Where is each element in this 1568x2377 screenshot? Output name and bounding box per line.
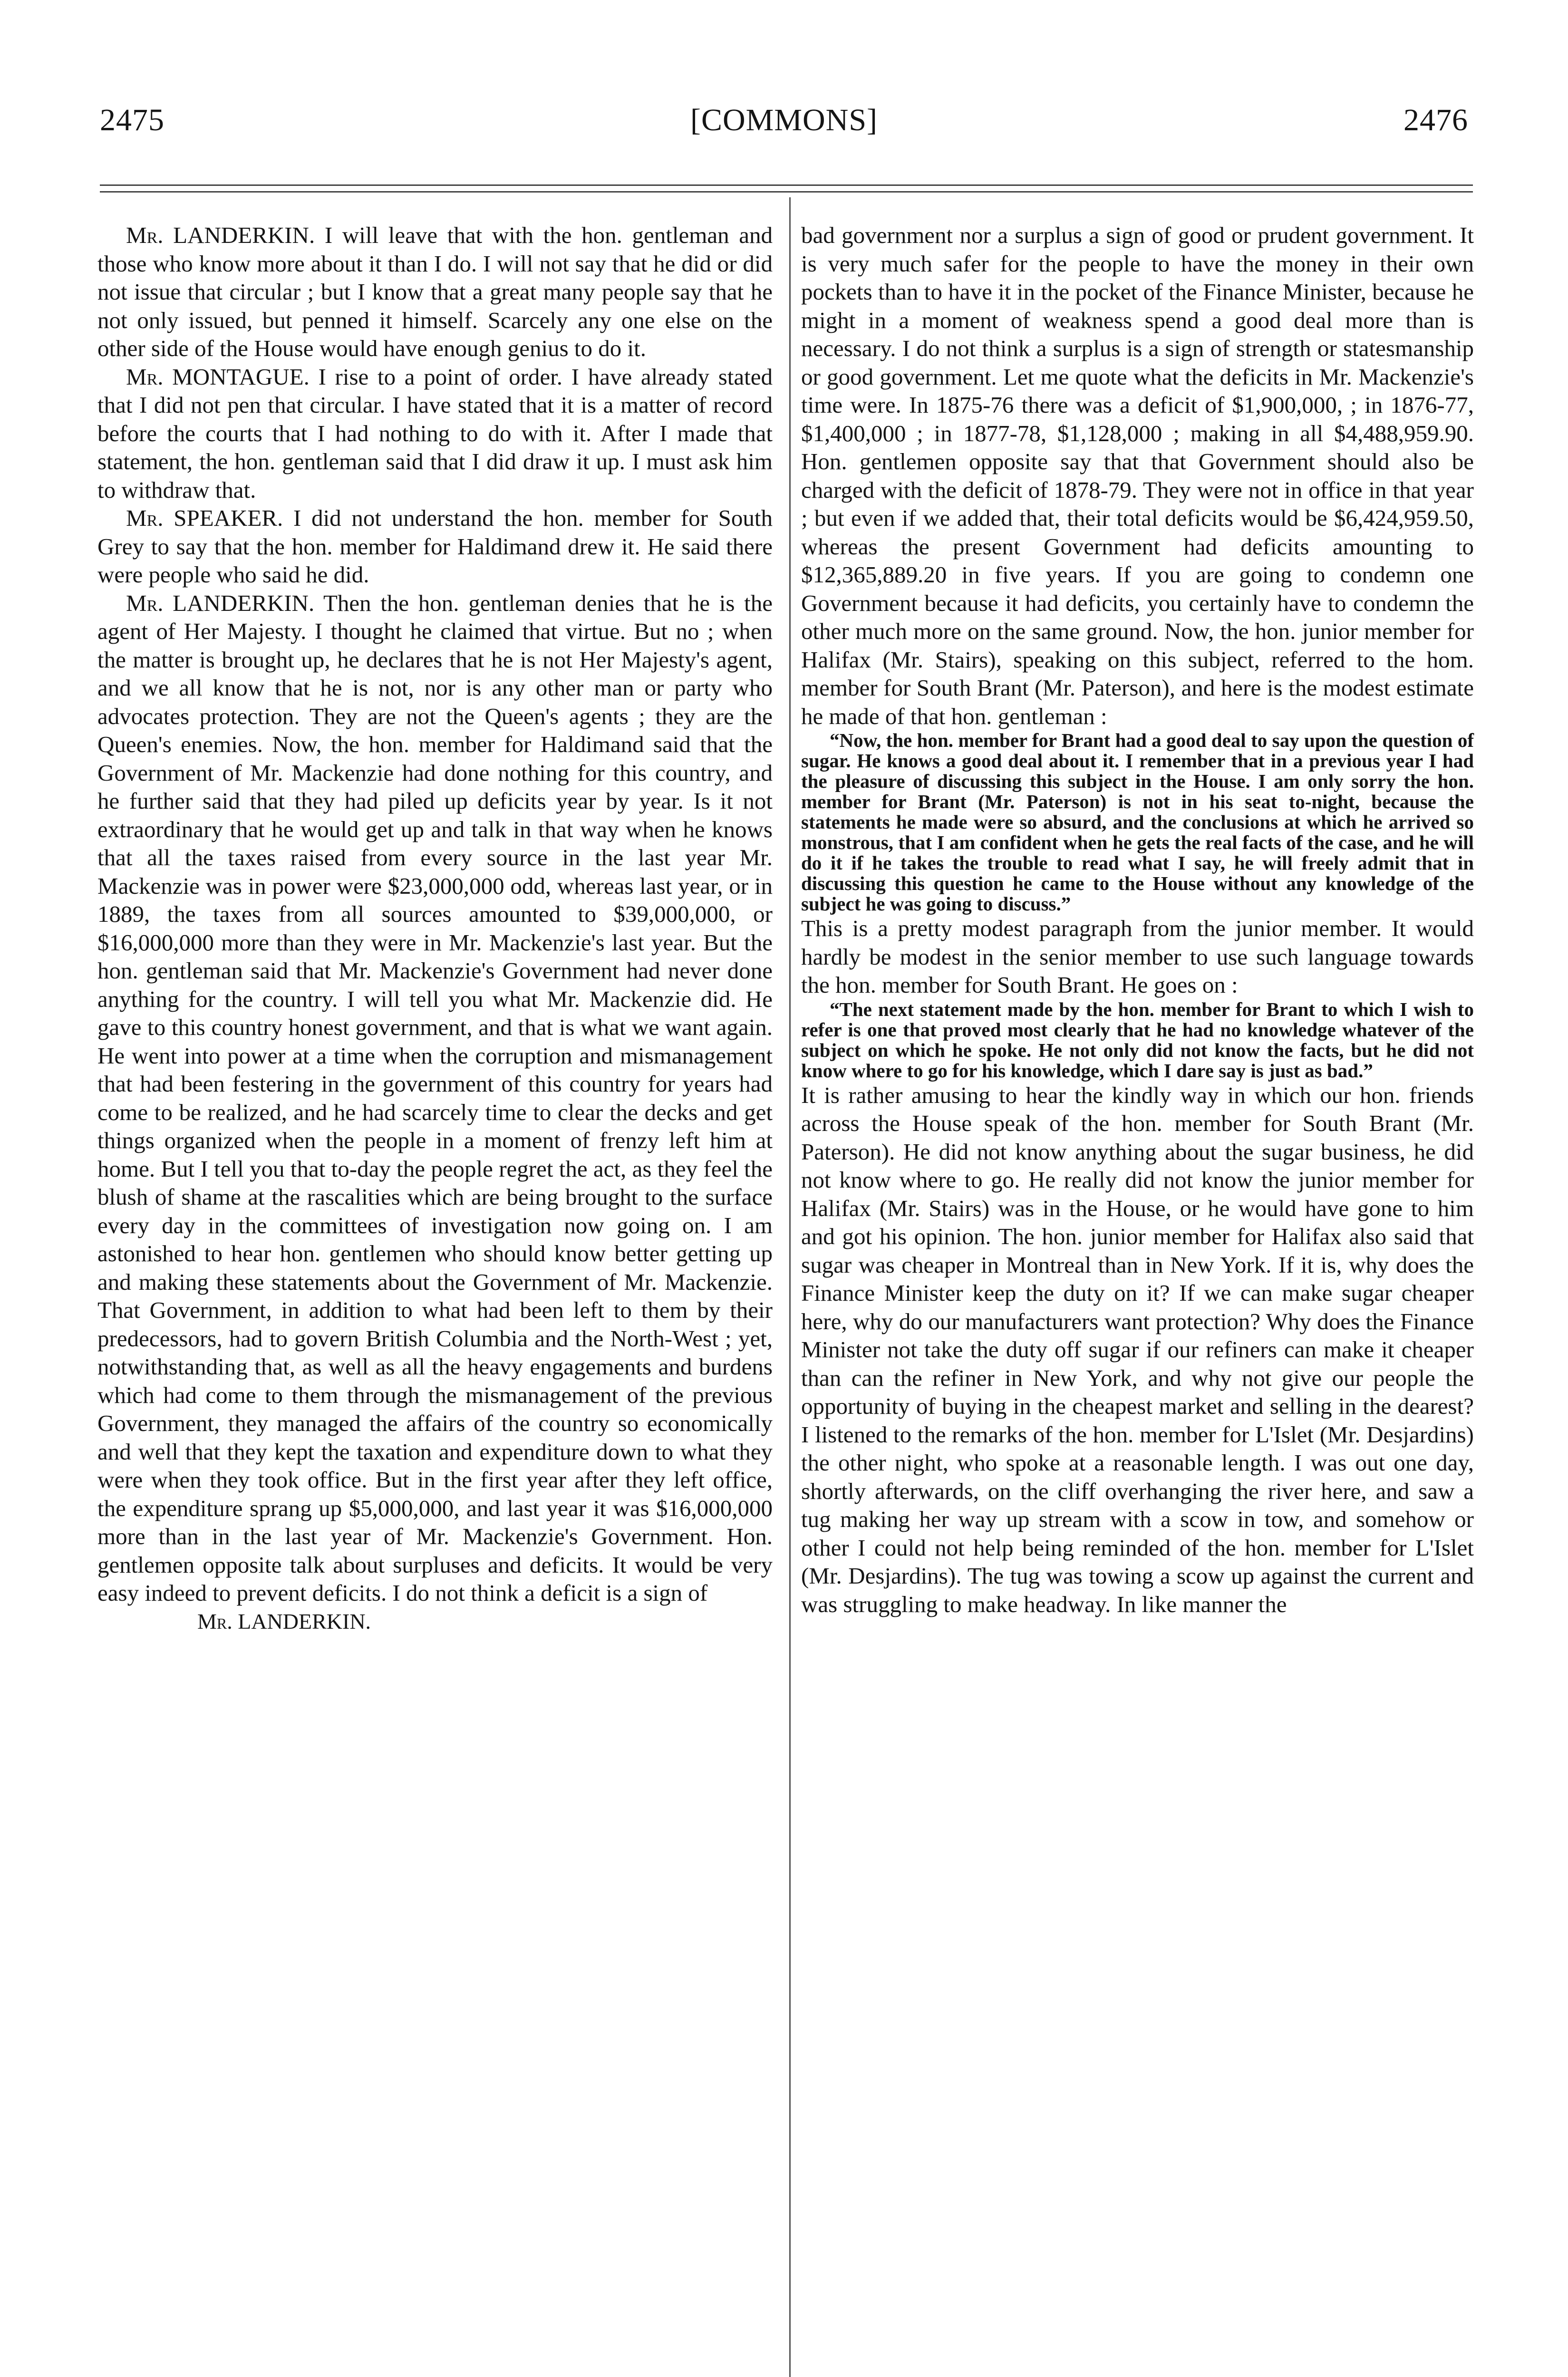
catchword: Mr. LANDERKIN. [197, 1609, 371, 1633]
column-divider [789, 197, 791, 2377]
paragraph-speaker [97, 504, 773, 589]
page-number-left: 2475 [100, 103, 165, 137]
paragraph-text: Then the hon. gentleman denies that he is the agent of Her Majesty. I thought he claimed that virtue. But no ; when the matter is brought up, he declares that he is not Her Majesty's agent, and we all know that he is not, nor is any other man or party who advocates protection. They are not the Queen's agents ; they are the Queen's enemies. Now, the hon. member for Haldimand said that the Government of Mr. Mackenzie had done nothing for this country, and he further said that they had piled up deficits year by year. Is it not extraordinary that he would get up and talk in that way when he knows that all the taxes raised from every source in the last year Mr. Mackenzie was in power were $23,000,000 odd, whereas last year, or in 1889, the taxes from all sources amounted to $39,000,000, or $16,000,000 more than they were in Mr. Mackenzie's last year. But the hon. gentleman said that Mr. Mackenzie's Government had never done anything for the country. I will tell you what Mr. Mackenzie did. He gave to this country honest government, and that is what we want again. He went into power at a time when the corruption and mismanagement that had been festering in the government of this country for years had come to be realized, and he had scarcely time to clear the decks and get things organized when the people in a moment of frenzy left him at home. But I tell you that to-day the people regret the act, as they feel the blush of shame at the rascalities which are being brought to the surface every day in the committees of investigation now going on. I am astonished to hear hon. gentlemen who should know better getting up and making these statements about the Government of Mr. Mackenzie. That Government, in addition to what had been left to them by their predecessors, had to govern British Columbia and the North-West ; yet, notwithstanding that, as well as all the heavy engagements and burdens which had come to them through the mismanagement of the previous Government, they managed the affairs of the country so economically and well that they kept the taxation and expenditure down to what they were when they took office. But in the first year after they left office, the expenditure sprang up $5,000,000, and last year it was $16,000,000 more than in the last year of Mr. Mackenzie's Government. Hon. gentlemen opposite talk about surpluses and deficits. It would be very easy indeed to prevent deficits. I do not think a deficit is a sign of [97, 589, 773, 1606]
speaker-name: Mr. LANDERKIN. [126, 222, 315, 248]
paragraph-text: I rise to a point of order. I have already stated that I did not pen that circular. I have stated that it is a matter of record before the courts that I had nothing to do with it. After I made that statement, the hon. gentleman said that I did draw it up. I must ask him to withdraw that. [97, 363, 773, 503]
left-column [97, 221, 773, 1635]
paragraph-text: I did not understand the hon. member for South Grey to say that the hon. member for Haldimand drew it. He said there were people who said he did. [97, 505, 773, 588]
paragraph-landerkin-1 [97, 221, 773, 363]
paragraph-sugar: It is rather amusing to hear the kindly way in which our hon. friends across the House speak of the hon. member for South Brant (Mr. Paterson). He did not know anything about the sugar business, he did not know where to go. He really did not know the junior member for Halifax (Mr. Stairs) was in the House, or he would have gone to him and got his opinion. The hon. junior member for Halifax also said that sugar was cheaper in Montreal than in New York. If it is, why does the Finance Minister keep the duty on it? If we can make sugar cheaper here, why do our manufacturers want protection? Why does the Finance Minister not take the duty off sugar if our refiners can make it cheaper than can the refiner in New York, and why not give our people the opportunity of buying in the cheapest market and selling in the dearest? I listened to the remarks of the hon. member for L'Islet (Mr. Desjardins) the other night, who spoke at a reasonable length. I was out one day, shortly afterwards, on the cliff overhanging the river here, and saw a tug making her way up stream with a scow in tow, and somehow or other I could not help being reminded of the hon. member for L'Islet (Mr. Desjardins). The tug was towing a scow up against the current and was struggling to make headway. In like manner the [801, 1082, 1474, 1617]
speaker-name: Mr. MONTAGUE. [126, 363, 310, 390]
block-quote-1: “Now, the hon. member for Brant had a good deal to say upon the question of sugar. He knows a good deal about it. I remember that in a previous year I had the pleasure of discussing this subject in the House. I am only sorry the hon. member for Brant (Mr. Paterson) is not in his seat to-night, because the statements he made were so absurd, and the conclusions at which he arrived so monstrous, that I am confident when he gets the real facts of the case, and he will do it if he takes the trouble to read what I say, he will freely admit that in discussing this question he came to the House without any knowledge of the subject he was going to discuss.” [801, 729, 1474, 915]
header-rule-top [100, 184, 1473, 186]
header-rule-bottom [100, 191, 1473, 193]
page-number-right: 2476 [1403, 103, 1468, 137]
paragraph-montague [97, 363, 773, 504]
page-header [100, 102, 1468, 155]
speaker-name: Mr. LANDERKIN. [126, 589, 315, 616]
speaker-name: Mr. SPEAKER. [126, 505, 283, 531]
paragraph-text: I will leave that with the hon. gentleman and those who know more about it than I do. I will not say that he did or did not issue that circular ; but I know that a great many people say that he not only issued, but penned it himself. Scarcely any one else on the other side of the House would have enough genius to do it. [97, 222, 773, 361]
right-column [801, 221, 1474, 1618]
paragraph-modest: This is a pretty modest paragraph from the junior member. It would hardly be modest in the senior member to use such language towards the hon. member for South Brant. He goes on : [801, 915, 1474, 998]
paragraph-continued: bad government nor a surplus a sign of good or prudent government. It is very much safer for the people to have the money in their own pockets than to have it in the pocket of the Finance Minister, because he might in a moment of weakness spend a good deal more than is necessary. I do not think a surplus is a sign of strength or statesmanship or good government. Let me quote what the deficits in Mr. Mackenzie's time were. In 1875-76 there was a deficit of $1,900,000, ; in 1876-77, $1,400,000 ; in 1877-78, $1,128,000 ; making in all $4,488,959.90. Hon. gentlemen opposite say that that Government should also be charged with the deficit of 1878-79. They were not in office in that year ; but even if we added that, their total deficits would be $6,424,959.50, whereas the present Government had deficits amounting to $12,365,889.20 in five years. If you are going to condemn one Government because it had deficits, you certainly have to condemn the other much more on the same ground. Now, the hon. junior member for Halifax (Mr. Stairs), speaking on this subject, referred to the hom. member for South Brant (Mr. Paterson), and here is the modest estimate he made of that hon. gentleman : [801, 222, 1474, 729]
block-quote-2: “The next statement made by the hon. member for Brant to which I wish to refer is one that proved most clearly that he had no knowledge whatever of the subject on which he spoke. He not only did not know the facts, but he did not know where to go for his knowledge, which I dare say is just as bad.” [801, 998, 1474, 1082]
header-title: [COMMONS] [690, 103, 878, 137]
paragraph-landerkin-2 [97, 589, 773, 1607]
